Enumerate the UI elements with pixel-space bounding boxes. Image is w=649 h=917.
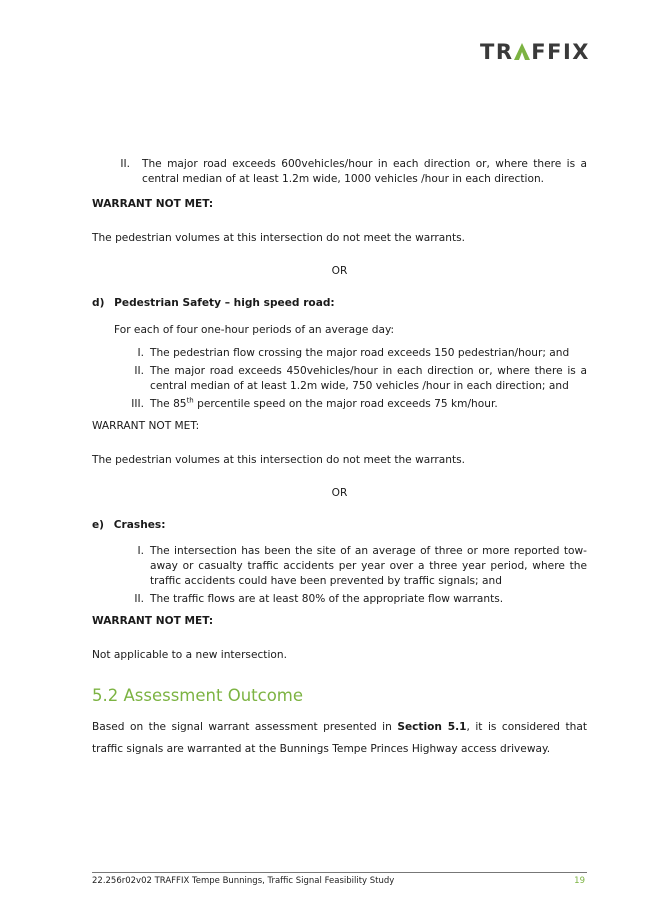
list-item (126, 592, 587, 607)
list-item (118, 157, 587, 187)
result-text-c: The pedestrian volumes at this intersection do not meet the warrants. (92, 232, 465, 244)
section-e-criteria-list (126, 544, 587, 607)
text-post: percentile speed on the major road exceeds 75 km/hour. (193, 398, 498, 410)
list-item (126, 364, 587, 394)
section-d-label: d) (92, 297, 105, 309)
result-text-d: The pedestrian volumes at this intersection do not meet the warrants. (92, 454, 465, 466)
logo-text-pre: TR (480, 40, 514, 64)
section-heading: 5.2 Assessment Outcome (92, 686, 304, 705)
page-number: 19 (574, 876, 585, 886)
list-item-text (150, 397, 587, 412)
section-d-title: Pedestrian Safety – high speed road: (114, 297, 335, 309)
list-item (126, 346, 587, 361)
list-item (126, 544, 587, 589)
section-d-heading (92, 296, 587, 311)
list-item-number: I. (137, 347, 144, 359)
warrant-status-d: WARRANT NOT MET: (92, 420, 200, 432)
section-e-title: Crashes: (113, 519, 166, 531)
text-pre: Based on the signal warrant assessment presented in (92, 721, 398, 733)
traffix-logo (480, 40, 590, 64)
list-item-text: The intersection has been the site of an average of three or more reported tow-away or casualty traffic accidents per year over a three year period, where the traffic accidents could have been prevented by traffic signals; and (150, 545, 587, 587)
section-e-heading (92, 518, 587, 533)
section-d-criteria-list (126, 346, 587, 412)
list-item-number: II. (120, 158, 130, 170)
or-separator: OR (331, 265, 348, 277)
list-item-text: The major road exceeds 450vehicles/hour in each direction or, where there is a central median of at least 1.2m wide, 750 vehicles /hour in each direction; and (150, 365, 587, 392)
list-item-number: II. (134, 593, 144, 605)
list-item-number: II. (134, 365, 144, 377)
top-criteria-list (118, 157, 587, 187)
footer-document-id: 22.256r02v02 TRAFFIX Tempe Bunnings, Traffic Signal Feasibility Study (92, 876, 395, 886)
logo-a-glyph (514, 40, 532, 64)
logo-text-post: FFIX (531, 40, 590, 64)
warrant-status-c: WARRANT NOT MET: (92, 198, 214, 210)
list-item-number: III. (131, 398, 144, 410)
list-item-number: I. (137, 545, 144, 557)
section-d-intro: For each of four one-hour periods of an average day: (114, 324, 395, 336)
section-reference: Section 5.1 (397, 721, 467, 733)
footer-divider (92, 872, 587, 873)
list-item-text: The pedestrian flow crossing the major road exceeds 150 pedestrian/hour; and (150, 347, 570, 359)
list-item (126, 397, 587, 412)
or-separator: OR (331, 487, 348, 499)
text-pre: The 85 (150, 398, 187, 410)
section-e-label: e) (92, 519, 105, 531)
text-post: , it is considered that traffic signals are warranted at the Bunnings Tempe Princes Highway access driveway. (92, 721, 587, 755)
list-item-text: The traffic flows are at least 80% of the appropriate flow warrants. (150, 593, 504, 605)
list-item-text: The major road exceeds 600vehicles/hour in each direction or, where there is a central median of at least 1.2m wide, 1000 vehicles /hour in each direction. (142, 158, 587, 185)
assessment-outcome-paragraph (92, 716, 587, 760)
result-text-e: Not applicable to a new intersection. (92, 649, 287, 661)
ordinal-superscript: th (186, 396, 194, 405)
warrant-status-e: WARRANT NOT MET: (92, 615, 214, 627)
